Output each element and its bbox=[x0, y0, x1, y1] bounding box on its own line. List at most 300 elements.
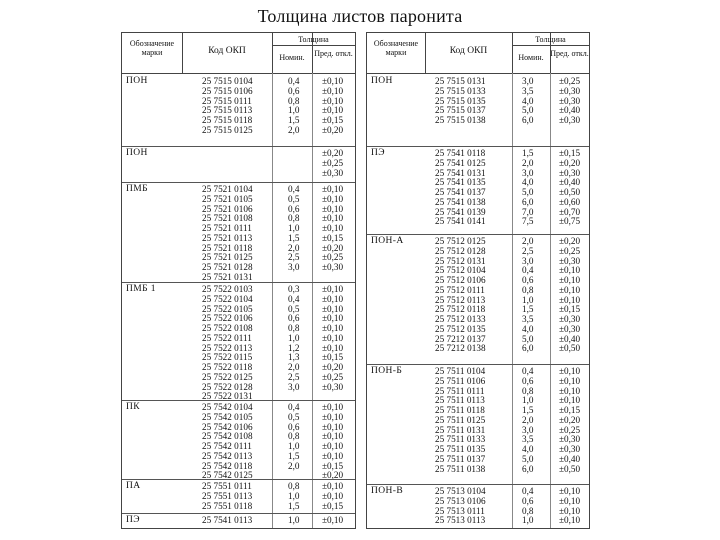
okp-code: 25 7515 0125 bbox=[202, 124, 253, 135]
thickness-tolerance: ±0,15 bbox=[322, 115, 344, 125]
grade-mark: ПОН-Б bbox=[371, 366, 403, 376]
grade-mark: ПОН-В bbox=[371, 486, 404, 496]
thickness-tolerance: ±0,30 bbox=[322, 381, 344, 392]
okp-code: 25 7512 0128 bbox=[435, 245, 486, 256]
thickness-tolerance-column bbox=[559, 487, 580, 526]
nominal-thickness: 3,5 bbox=[522, 314, 534, 324]
nominal-thickness-column bbox=[288, 516, 299, 526]
okp-code: 25 7522 0131 bbox=[202, 391, 253, 402]
okp-code: 25 7541 0138 bbox=[435, 196, 486, 207]
nominal-thickness: 1,0 bbox=[522, 395, 534, 406]
thickness-tolerance: ±0,10 bbox=[322, 431, 344, 442]
okp-code: 25 7541 0135 bbox=[435, 177, 486, 188]
thickness-tolerance: ±0,10 bbox=[559, 486, 581, 496]
thickness-tolerance: ±0,10 bbox=[322, 85, 344, 96]
okp-code: 25 7522 0128 bbox=[202, 381, 253, 392]
okp-code: 25 7521 0108 bbox=[202, 213, 253, 224]
group-separator bbox=[122, 513, 355, 514]
okp-code: 25 7511 0104 bbox=[435, 366, 486, 376]
okp-code: 25 7512 0131 bbox=[435, 255, 486, 266]
nominal-thickness: 0,8 bbox=[522, 284, 534, 295]
okp-code: 25 7212 0137 bbox=[435, 333, 486, 344]
nominal-thickness: 1,5 bbox=[288, 450, 300, 461]
thickness-tolerance: ±0,25 bbox=[559, 76, 581, 86]
okp-code: 25 7522 0105 bbox=[202, 303, 253, 314]
nominal-thickness: 0,8 bbox=[288, 481, 300, 491]
nominal-thickness: 6,0 bbox=[522, 115, 534, 125]
thickness-tolerance: ±0,30 bbox=[559, 444, 581, 454]
okp-code: 25 7511 0131 bbox=[435, 424, 486, 435]
okp-code-column bbox=[435, 149, 486, 227]
nominal-thickness: 0,6 bbox=[522, 275, 534, 285]
group-separator bbox=[367, 234, 589, 235]
thickness-tolerance: ±0,10 bbox=[322, 411, 344, 422]
thickness-tolerance: ±0,40 bbox=[559, 105, 581, 116]
okp-code: 25 7511 0118 bbox=[435, 405, 485, 415]
nominal-thickness: 4,0 bbox=[522, 177, 534, 188]
grade-mark: ПК bbox=[126, 402, 140, 412]
okp-code: 25 7551 0113 bbox=[202, 490, 253, 501]
okp-code: 25 7515 0111 bbox=[202, 95, 252, 106]
thickness-tolerance: ±0,30 bbox=[559, 95, 581, 106]
thickness-tolerance: ±0,10 bbox=[322, 223, 344, 233]
thickness-tolerance: ±0,20 bbox=[559, 414, 581, 425]
thickness-header: Толщина bbox=[535, 35, 566, 44]
nominal-thickness: 1,0 bbox=[522, 294, 534, 305]
nominal-thickness: 4,0 bbox=[522, 323, 534, 334]
group-separator bbox=[367, 484, 589, 485]
okp-code: 25 7522 0118 bbox=[202, 362, 253, 372]
nominal-thickness: 0,5 bbox=[288, 193, 300, 204]
okp-code: 25 7522 0125 bbox=[202, 371, 253, 382]
thickness-tolerance: ±0,10 bbox=[559, 395, 581, 406]
grade-mark: ПМБ bbox=[126, 184, 148, 194]
thickness-tolerance: ±0,25 bbox=[322, 157, 344, 168]
okp-code: 25 7542 0118 bbox=[202, 460, 253, 471]
thickness-tolerance: ±0,30 bbox=[559, 85, 581, 96]
nominal-thickness: 2,0 bbox=[288, 460, 300, 471]
okp-code-column bbox=[202, 77, 253, 136]
page-title: Толщина листов паронита bbox=[257, 6, 463, 26]
okp-code: 25 7542 0125 bbox=[202, 470, 253, 481]
okp-code: 25 7542 0111 bbox=[202, 441, 252, 451]
okp-code: 25 7521 0104 bbox=[202, 184, 253, 194]
okp-code: 25 7513 0111 bbox=[435, 505, 485, 516]
thickness-tolerance: ±0,10 bbox=[559, 284, 581, 295]
thickness-tolerance: ±0,10 bbox=[322, 105, 344, 116]
nominal-thickness: 0,6 bbox=[522, 495, 534, 506]
thickness-tolerance: ±0,30 bbox=[559, 167, 581, 178]
okp-code-column bbox=[435, 367, 485, 474]
okp-code: 25 7515 0106 bbox=[202, 85, 253, 96]
nominal-thickness: 5,0 bbox=[522, 333, 534, 344]
nominal-thickness: 4,0 bbox=[522, 444, 534, 454]
thickness-tolerance: ±0,20 bbox=[322, 470, 344, 481]
thickness-tolerance: ±0,10 bbox=[559, 265, 581, 276]
thickness-tolerance: ±0,10 bbox=[322, 402, 344, 412]
okp-code-column bbox=[202, 285, 253, 402]
thickness-tolerance-column bbox=[322, 482, 343, 511]
right-thickness-table bbox=[366, 32, 590, 529]
okp-code: 25 7521 0111 bbox=[202, 223, 252, 233]
nominal-thickness: 0,8 bbox=[288, 323, 300, 333]
code-header: Код ОКП bbox=[449, 46, 488, 56]
thickness-tolerance-column bbox=[322, 285, 343, 392]
okp-code-column bbox=[202, 482, 252, 511]
nominal-thickness: 3,0 bbox=[288, 262, 300, 272]
okp-code: 25 7511 0138 bbox=[435, 463, 486, 474]
okp-code: 25 7515 0137 bbox=[435, 105, 486, 116]
thickness-tolerance: ±0,15 bbox=[322, 232, 344, 243]
okp-code: 25 7511 0133 bbox=[435, 434, 486, 445]
thickness-tolerance: ±0,20 bbox=[322, 148, 344, 158]
thickness-tolerance: ±0,15 bbox=[559, 148, 581, 158]
okp-code: 25 7542 0113 bbox=[202, 450, 253, 461]
okp-code: 25 7512 0113 bbox=[435, 294, 486, 305]
grade-mark: ПМБ 1 bbox=[126, 284, 156, 294]
nominal-thickness-column bbox=[288, 77, 299, 136]
nominal-thickness: 1,0 bbox=[522, 515, 534, 526]
okp-code: 25 7541 0118 bbox=[435, 148, 486, 158]
nominal-thickness-column bbox=[522, 77, 533, 126]
nominal-thickness: 1,0 bbox=[288, 332, 300, 343]
thickness-tolerance: ±0,40 bbox=[559, 177, 581, 188]
thickness-tolerance: ±0,10 bbox=[559, 505, 581, 516]
nominal-thickness: 1,0 bbox=[288, 515, 300, 525]
thickness-tolerance: ±0,30 bbox=[559, 255, 581, 266]
okp-code: 25 7542 0105 bbox=[202, 411, 253, 422]
nominal-thickness-column bbox=[288, 285, 299, 392]
grade-mark: ПОН-А bbox=[371, 236, 404, 246]
thickness-tolerance-column bbox=[559, 149, 580, 227]
nominal-thickness: 2,0 bbox=[522, 157, 534, 168]
thickness-tolerance: ±0,15 bbox=[559, 304, 581, 315]
thickness-tolerance: ±0,10 bbox=[322, 303, 344, 314]
thickness-tolerance: ±0,10 bbox=[322, 441, 344, 451]
thickness-tolerance-column bbox=[559, 77, 580, 126]
nominal-thickness: 2,0 bbox=[288, 124, 300, 135]
nominal-thickness: 2,0 bbox=[288, 242, 300, 253]
okp-code: 25 7511 0113 bbox=[435, 395, 485, 406]
nominal-thickness: 0,6 bbox=[288, 421, 300, 432]
thickness-tolerance: ±0,10 bbox=[322, 193, 344, 204]
nominal-thickness-column bbox=[288, 185, 299, 273]
okp-code: 25 7542 0106 bbox=[202, 421, 253, 432]
thickness-tolerance: ±0,60 bbox=[559, 196, 581, 207]
nominal-thickness: 0,3 bbox=[288, 284, 300, 294]
thickness-tolerance: ±0,10 bbox=[322, 284, 344, 294]
okp-code: 25 7541 0131 bbox=[435, 167, 486, 178]
thickness-tolerance: ±0,10 bbox=[559, 275, 581, 285]
nominal-thickness: 1,5 bbox=[288, 115, 300, 125]
okp-code: 25 7551 0118 bbox=[202, 500, 253, 511]
okp-code-column bbox=[435, 487, 486, 526]
okp-code: 25 7522 0106 bbox=[202, 313, 253, 324]
thickness-tolerance: ±0,25 bbox=[559, 245, 581, 256]
nominal-thickness: 2,5 bbox=[522, 245, 534, 256]
group-separator bbox=[122, 282, 355, 283]
nominal-thickness: 6,0 bbox=[522, 343, 534, 354]
okp-code: 25 7515 0138 bbox=[435, 115, 486, 125]
nominal-thickness-column bbox=[522, 487, 533, 526]
nominal-thickness: 5,0 bbox=[522, 187, 534, 197]
tolerance-header: Пред. откл. bbox=[550, 49, 589, 58]
okp-code: 25 7515 0104 bbox=[202, 76, 253, 86]
thickness-tolerance: ±0,30 bbox=[559, 434, 581, 445]
okp-code: 25 7541 0137 bbox=[435, 187, 486, 197]
okp-code: 25 7521 0131 bbox=[202, 271, 253, 282]
thickness-tolerance: ±0,10 bbox=[322, 481, 344, 491]
tolerance-header: Пред. откл. bbox=[314, 49, 353, 58]
okp-code-column bbox=[435, 77, 486, 126]
grade-mark: ПА bbox=[126, 481, 141, 491]
left-thickness-table bbox=[121, 32, 356, 529]
okp-code: 25 7521 0128 bbox=[202, 262, 253, 272]
okp-code: 25 7512 0133 bbox=[435, 314, 486, 324]
nominal-thickness: 1,5 bbox=[522, 148, 534, 158]
thickness-tolerance: ±0,10 bbox=[322, 76, 344, 86]
thickness-tolerance: ±0,20 bbox=[322, 124, 344, 135]
thickness-tolerance: ±0,10 bbox=[322, 293, 344, 304]
thickness-tolerance: ±0,10 bbox=[322, 203, 344, 214]
okp-code-column bbox=[435, 237, 486, 354]
thickness-tolerance-column bbox=[322, 77, 343, 136]
nominal-thickness: 3,0 bbox=[522, 76, 534, 86]
thickness-tolerance: ±0,30 bbox=[322, 262, 344, 272]
okp-code: 25 7513 0104 bbox=[435, 486, 486, 496]
okp-code: 25 7511 0111 bbox=[435, 385, 485, 396]
grade-mark: ПОН bbox=[126, 76, 148, 86]
okp-code: 25 7521 0113 bbox=[202, 232, 253, 243]
group-separator bbox=[367, 364, 589, 365]
okp-code-column bbox=[202, 516, 252, 526]
thickness-tolerance: ±0,40 bbox=[559, 453, 581, 464]
nominal-thickness-column bbox=[288, 403, 299, 471]
thickness-tolerance: ±0,10 bbox=[322, 323, 344, 333]
thickness-tolerance: ±0,10 bbox=[322, 342, 344, 353]
thickness-tolerance: ±0,50 bbox=[559, 463, 581, 474]
nominal-thickness: 1,5 bbox=[288, 232, 300, 243]
right-table-header bbox=[367, 33, 589, 74]
nominal-thickness: 5,0 bbox=[522, 105, 534, 116]
okp-code: 25 7522 0108 bbox=[202, 323, 253, 333]
thickness-tolerance: ±0,50 bbox=[559, 343, 581, 354]
okp-code: 25 7511 0137 bbox=[435, 453, 486, 464]
thickness-tolerance: ±0,10 bbox=[322, 184, 344, 194]
nominal-thickness: 0,4 bbox=[288, 402, 300, 412]
nominal-thickness: 0,4 bbox=[522, 486, 534, 496]
okp-code: 25 7521 0105 bbox=[202, 193, 253, 204]
nominal-thickness: 7,0 bbox=[522, 206, 534, 217]
okp-code: 25 7515 0131 bbox=[435, 76, 486, 86]
thickness-tolerance: ±0,20 bbox=[322, 242, 344, 253]
grade-mark: ПОН bbox=[126, 148, 148, 158]
thickness-tolerance: ±0,20 bbox=[559, 236, 581, 246]
thickness-tolerance: ±0,20 bbox=[559, 157, 581, 168]
nominal-thickness: 2,0 bbox=[522, 414, 534, 425]
nominal-thickness: 0,6 bbox=[288, 85, 300, 96]
okp-code: 25 7513 0113 bbox=[435, 515, 486, 526]
nominal-thickness-column bbox=[522, 149, 533, 227]
okp-code: 25 7515 0133 bbox=[435, 85, 486, 96]
okp-code: 25 7522 0111 bbox=[202, 332, 252, 343]
okp-code: 25 7512 0111 bbox=[435, 284, 485, 295]
thickness-tolerance: ±0,25 bbox=[322, 371, 344, 382]
nominal-header: Номин. bbox=[518, 53, 544, 62]
okp-code: 25 7541 0141 bbox=[435, 216, 486, 227]
nominal-thickness: 3,0 bbox=[522, 424, 534, 435]
thickness-tolerance: ±0,10 bbox=[322, 95, 344, 106]
okp-code: 25 7522 0115 bbox=[202, 352, 253, 363]
thickness-tolerance-column bbox=[322, 149, 343, 178]
thickness-tolerance: ±0,10 bbox=[322, 332, 344, 343]
nominal-thickness: 3,5 bbox=[522, 434, 534, 445]
thickness-tolerance: ±0,10 bbox=[322, 515, 344, 525]
nominal-thickness: 2,0 bbox=[288, 362, 300, 372]
group-separator bbox=[367, 146, 589, 147]
nominal-thickness: 0,4 bbox=[522, 265, 534, 276]
thickness-tolerance: ±0,30 bbox=[559, 115, 581, 125]
nominal-thickness: 6,0 bbox=[522, 196, 534, 207]
okp-code: 25 7512 0125 bbox=[435, 236, 486, 246]
thickness-tolerance: ±0,10 bbox=[322, 313, 344, 324]
thickness-tolerance: ±0,40 bbox=[559, 333, 581, 344]
okp-code: 25 7512 0106 bbox=[435, 275, 486, 285]
thickness-tolerance: ±0,30 bbox=[559, 323, 581, 334]
okp-code: 25 7512 0104 bbox=[435, 265, 486, 276]
nominal-thickness: 3,0 bbox=[288, 381, 300, 392]
nominal-thickness: 0,4 bbox=[288, 293, 300, 304]
thickness-tolerance-column bbox=[322, 516, 343, 526]
nominal-thickness: 0,5 bbox=[288, 303, 300, 314]
okp-code: 25 7542 0108 bbox=[202, 431, 253, 442]
okp-code-column bbox=[202, 185, 253, 283]
grade-mark: ПОН bbox=[371, 76, 393, 86]
nominal-thickness: 1,0 bbox=[288, 223, 300, 233]
thickness-tolerance: ±0,25 bbox=[559, 424, 581, 435]
nominal-thickness: 0,4 bbox=[288, 184, 300, 194]
thickness-tolerance: ±0,30 bbox=[559, 314, 581, 324]
grade-mark: ПЭ bbox=[126, 515, 140, 525]
mark-header: Обозначение марки bbox=[129, 39, 175, 57]
okp-code: 25 7212 0138 bbox=[435, 343, 486, 354]
group-separator bbox=[122, 479, 355, 480]
code-header: Код ОКП bbox=[208, 46, 246, 56]
nominal-thickness: 1,5 bbox=[288, 500, 300, 511]
nominal-thickness: 0,4 bbox=[522, 366, 534, 376]
nominal-thickness: 6,0 bbox=[522, 463, 534, 474]
okp-code: 25 7511 0135 bbox=[435, 444, 486, 454]
nominal-header: Номин. bbox=[279, 53, 305, 62]
nominal-thickness: 7,5 bbox=[522, 216, 534, 227]
nominal-thickness: 3,5 bbox=[522, 85, 534, 96]
okp-code: 25 7551 0111 bbox=[202, 481, 252, 491]
thickness-tolerance: ±0,30 bbox=[322, 167, 344, 178]
okp-code: 25 7511 0125 bbox=[435, 414, 486, 425]
group-separator bbox=[122, 182, 355, 183]
thickness-tolerance: ±0,10 bbox=[322, 421, 344, 432]
nominal-thickness: 1,3 bbox=[288, 352, 300, 363]
thickness-tolerance: ±0,10 bbox=[559, 515, 581, 526]
nominal-thickness: 0,8 bbox=[288, 95, 300, 106]
okp-code: 25 7522 0104 bbox=[202, 293, 253, 304]
okp-code: 25 7512 0135 bbox=[435, 323, 486, 334]
okp-code: 25 7513 0106 bbox=[435, 495, 486, 506]
nominal-thickness: 0,8 bbox=[288, 213, 300, 224]
nominal-thickness: 0,6 bbox=[288, 203, 300, 214]
thickness-tolerance: ±0,10 bbox=[322, 213, 344, 224]
nominal-thickness: 2,5 bbox=[288, 252, 300, 263]
thickness-tolerance: ±0,15 bbox=[322, 500, 344, 511]
nominal-thickness: 1,5 bbox=[522, 304, 534, 315]
nominal-thickness: 1,2 bbox=[288, 342, 300, 353]
nominal-thickness: 0,5 bbox=[288, 411, 300, 422]
okp-code: 25 7541 0113 bbox=[202, 515, 253, 525]
nominal-thickness: 0,6 bbox=[522, 375, 534, 386]
thickness-tolerance-column bbox=[322, 185, 343, 273]
thickness-tolerance: ±0,10 bbox=[559, 495, 581, 506]
okp-code: 25 7542 0104 bbox=[202, 402, 253, 412]
nominal-thickness: 0,6 bbox=[288, 313, 300, 324]
okp-code: 25 7522 0113 bbox=[202, 342, 253, 353]
nominal-thickness: 3,0 bbox=[522, 255, 534, 266]
thickness-tolerance: ±0,20 bbox=[322, 362, 344, 372]
thickness-tolerance: ±0,15 bbox=[559, 405, 581, 415]
nominal-thickness: 0,8 bbox=[288, 431, 300, 442]
nominal-thickness: 1,5 bbox=[522, 405, 534, 415]
okp-code: 25 7541 0139 bbox=[435, 206, 486, 217]
nominal-thickness: 2,0 bbox=[522, 236, 534, 246]
okp-code-column bbox=[202, 403, 253, 481]
okp-code: 25 7522 0103 bbox=[202, 284, 253, 294]
okp-code: 25 7515 0113 bbox=[202, 105, 253, 116]
okp-code: 25 7541 0125 bbox=[435, 157, 486, 168]
left-table-header bbox=[122, 33, 355, 74]
nominal-thickness-column bbox=[522, 237, 533, 354]
nominal-thickness: 0,8 bbox=[522, 385, 534, 396]
nominal-thickness: 0,8 bbox=[522, 505, 534, 516]
thickness-tolerance: ±0,10 bbox=[322, 490, 344, 501]
okp-code: 25 7512 0118 bbox=[435, 304, 486, 315]
thickness-tolerance: ±0,70 bbox=[559, 206, 581, 217]
thickness-tolerance: ±0,10 bbox=[559, 366, 581, 376]
nominal-thickness: 3,0 bbox=[522, 167, 534, 178]
thickness-tolerance-column bbox=[559, 367, 580, 474]
thickness-header: Толщина bbox=[298, 35, 329, 44]
okp-code: 25 7521 0125 bbox=[202, 252, 253, 263]
thickness-tolerance: ±0,75 bbox=[559, 216, 581, 227]
thickness-tolerance: ±0,50 bbox=[559, 187, 581, 197]
okp-code: 25 7511 0106 bbox=[435, 375, 486, 386]
group-separator bbox=[122, 146, 355, 147]
nominal-thickness-column bbox=[288, 482, 299, 511]
okp-code: 25 7521 0106 bbox=[202, 203, 253, 214]
nominal-thickness: 1,0 bbox=[288, 441, 300, 451]
thickness-tolerance: ±0,10 bbox=[559, 385, 581, 396]
nominal-thickness: 4,0 bbox=[522, 95, 534, 106]
nominal-thickness: 1,0 bbox=[288, 490, 300, 501]
grade-mark: ПЭ bbox=[371, 148, 385, 158]
group-separator bbox=[122, 400, 355, 401]
nominal-thickness: 2,5 bbox=[288, 371, 300, 382]
thickness-tolerance: ±0,15 bbox=[322, 460, 344, 471]
thickness-tolerance-column bbox=[322, 403, 343, 481]
thickness-tolerance: ±0,10 bbox=[559, 294, 581, 305]
mark-header: Обозначение марки bbox=[373, 39, 419, 57]
thickness-tolerance: ±0,25 bbox=[322, 252, 344, 263]
thickness-tolerance: ±0,10 bbox=[559, 375, 581, 386]
okp-code: 25 7521 0118 bbox=[202, 242, 253, 253]
